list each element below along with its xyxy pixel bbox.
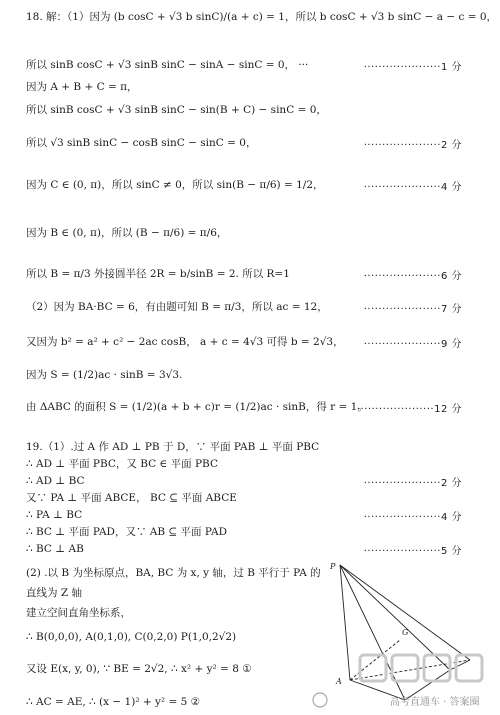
- q19-score-3: ·····················5 分: [363, 546, 462, 557]
- q18-line-2: 所以 sinB cosC + √3 sinB sinC − sinA − sinC = 0， ···: [26, 59, 309, 71]
- q18-score-3: ·····················4 分: [363, 182, 462, 193]
- q18-line-1: 18. 解：（1）因为 (b cosC + √3 b sinC)/(a + c) = 1，所以 b cosC + √3 b sinC − a − c = 0，: [26, 11, 498, 23]
- q18-score-2: ·····················2 分: [363, 140, 462, 151]
- q18-line-10: 又因为 b² = a² + c² − 2ac cosB， a + c = 4√3 可得 b = 2√3，: [26, 336, 344, 348]
- q18-score-7: ·····················12 分: [356, 404, 462, 415]
- q19-line-10: 建立空间直角坐标系，: [26, 607, 131, 619]
- q18-line-7: 因为 B ∈ (0, π)，所以 (B − π/6) = π/6，: [26, 227, 228, 239]
- q19-line-5: ∴ PA ⊥ BC: [26, 509, 83, 521]
- label-a: A: [336, 677, 342, 686]
- watermark-icon: [313, 693, 327, 707]
- q19-line-3: ∴ AD ⊥ BC: [26, 475, 85, 487]
- q19-line-7: ∴ BC ⊥ AB: [26, 543, 84, 555]
- q18-line-8: 所以 B = π/3 外接圆半径 2R = b/sinB = 2. 所以 R=1: [26, 268, 290, 280]
- q19-line-2: ∴ AD ⊥ 平面 PBC，又 BC ∈ 平面 PBC: [26, 458, 218, 470]
- q18-line-6: 因为 C ∈ (0, π)，所以 sinC ≠ 0，所以 sin(B − π/6) = 1/2，: [26, 179, 324, 191]
- q19-line-13: ∴ AC = AE, ∴ (x − 1)² + y² = 5 ②: [26, 696, 201, 708]
- q18-line-4: 所以 sinB cosC + √3 sinB sinC − sin(B + C) − sinC = 0，: [26, 104, 327, 116]
- q18-line-5: 所以 √3 sinB sinC − cosB sinC − sinC = 0，: [26, 137, 257, 149]
- q18-score-5: ·····················7 分: [363, 304, 462, 315]
- q19-line-1: 19.（1）.过 A 作 AD ⊥ PB 于 D，∵ 平面 PAB ⊥ 平面 PBC: [26, 441, 320, 453]
- watermark-text: 高考直通车 · 答案圈: [390, 697, 480, 708]
- q19-line-4: 又∵ PA ⊥ 平面 ABCE， BC ⊆ 平面 ABCE: [26, 492, 237, 504]
- q19-line-11: ∴ B(0,0,0), A(0,1,0), C(0,2,0) P(1,0,2√2): [26, 631, 237, 643]
- q19-score-2: ·····················4 分: [363, 512, 462, 523]
- q18-line-3: 因为 A + B + C = π，: [26, 81, 138, 93]
- q19-score-1: ·····················2 分: [363, 478, 462, 489]
- q18-line-11: 因为 S = (1/2)ac · sinB = 3√3.: [26, 369, 183, 381]
- label-p: P: [330, 562, 336, 571]
- q18-score-1: ·····················1 分: [363, 62, 462, 73]
- label-g: G: [402, 628, 409, 637]
- q18-line-9: （2）因为 BA·BC = 6，有由题可知 B = π/3，所以 ac = 12，: [26, 301, 328, 313]
- q19-line-8: (2) .以 B 为坐标原点，BA, BC 为 x, y 轴，过 B 平行于 PA 的: [26, 567, 321, 579]
- q18-score-6: ·····················9 分: [363, 339, 462, 350]
- q18-score-4: ·····················6 分: [363, 271, 462, 282]
- q19-line-6: ∴ BC ⊥ 平面 PAD，又∵ AB ⊆ 平面 PAD: [26, 526, 228, 538]
- q19-line-12: 又设 E(x, y, 0), ∵ BE = 2√2, ∴ x² + y² = 8 ①: [26, 663, 252, 675]
- edge-pe: [340, 565, 470, 660]
- q19-line-9: 直线为 Z 轴: [26, 587, 82, 599]
- q18-line-12: 由 ΔABC 的面积 S = (1/2)(a + b + c)r = (1/2)ac · sinB，得 r = 1。: [26, 401, 368, 413]
